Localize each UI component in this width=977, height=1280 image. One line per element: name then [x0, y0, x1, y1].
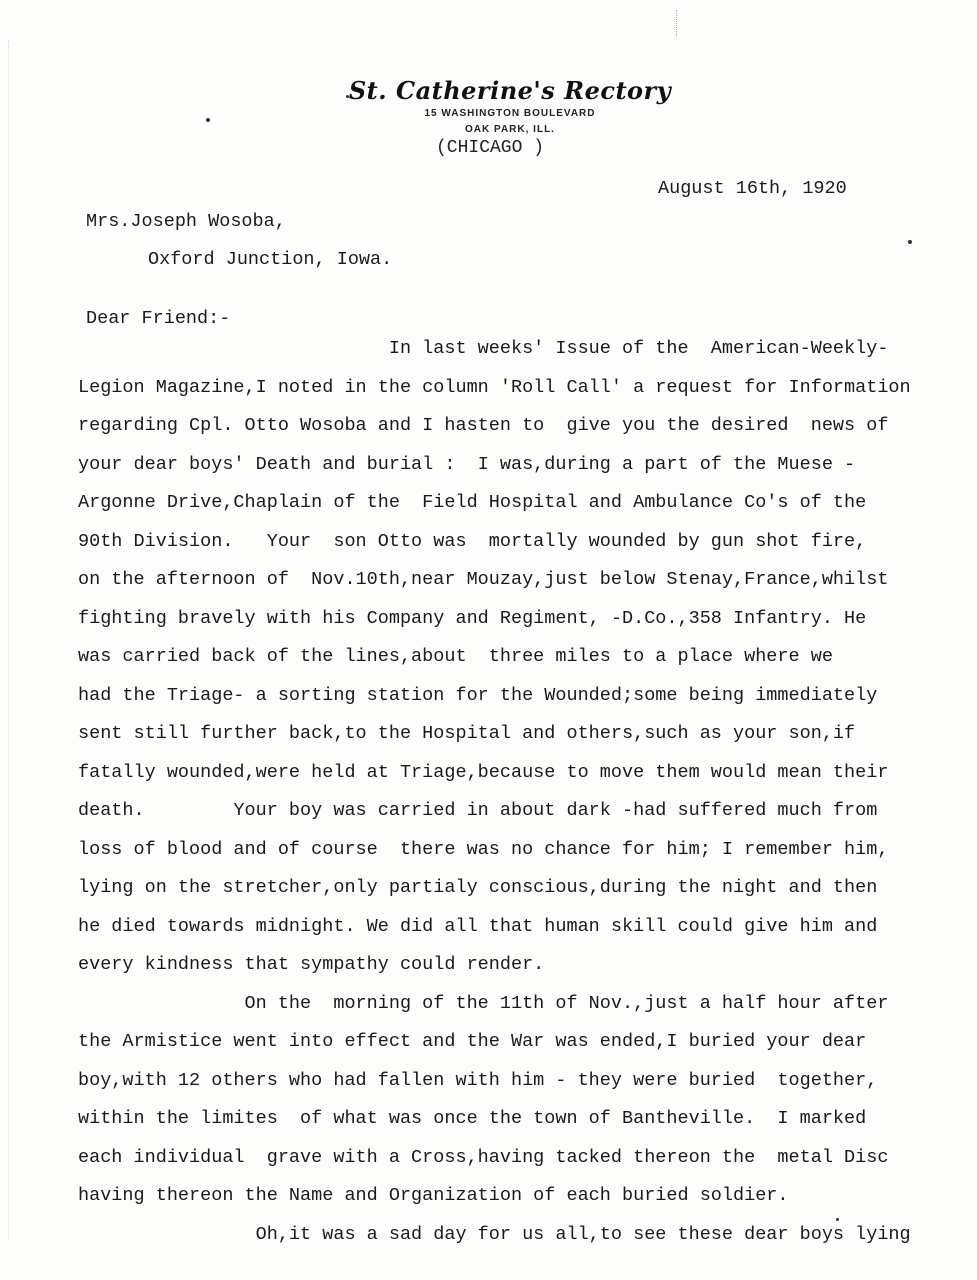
recipient-name: Mrs.Joseph Wosoba, — [86, 211, 286, 232]
body-line: lying on the stretcher,only partialy conscious,during the night and then — [78, 877, 878, 898]
body-line: In last weeks' Issue of the American-Weekly- — [78, 338, 889, 359]
body-line: your dear boys' Death and burial : I was,during a part of the Muese - — [78, 453, 856, 475]
body-line: having thereon the Name and Organization of each buried soldier. — [78, 1185, 789, 1206]
body-line: fatally wounded,were held at Triage,because to move them would mean their — [78, 761, 889, 783]
body-line: death. Your boy was carried in about dark -had suffered much from — [78, 800, 878, 821]
body-line: he died towards midnight. We did all that human skill could give him and — [78, 915, 878, 937]
letterhead-city-note: (CHICAGO ) — [435, 138, 545, 158]
body-line: Legion Magazine,I noted in the column 'Roll Call' a request for Information — [78, 376, 911, 398]
body-line: every kindness that sympathy could render. — [78, 954, 545, 975]
body-line: within the limites of what was once the town of Bantheville. I marked — [78, 1108, 867, 1129]
letter-body — [78, 330, 958, 1254]
letter-date: August 16th, 1920 — [658, 178, 847, 199]
salutation: Dear Friend:- — [86, 308, 231, 329]
body-line: each individual grave with a Cross,having tacked thereon the metal Disc — [78, 1146, 889, 1168]
scan-mark — [676, 10, 677, 36]
letterhead — [300, 76, 720, 158]
scan-edge — [8, 40, 9, 1240]
body-line: fighting bravely with his Company and Regiment, -D.Co.,358 Infantry. He — [78, 607, 867, 629]
recipient-address: Oxford Junction, Iowa. — [148, 249, 393, 270]
letterhead-street: 15 WASHINGTON BOULEVARD — [424, 108, 596, 119]
body-line: Oh,it was a sad day for us all,to see these dear boys lying — [78, 1223, 911, 1245]
letterhead-town: OAK PARK, ILL. — [465, 124, 555, 135]
body-line: boy,with 12 others who had fallen with him - they were buried together, — [78, 1069, 878, 1091]
body-line: on the afternoon of Nov.10th,near Mouzay,just below Stenay,France,whilst — [78, 569, 889, 590]
scan-speck — [346, 95, 349, 98]
body-line: sent still further back,to the Hospital and others,such as your son,if — [78, 723, 856, 744]
letterhead-name: St. Catherine's Rectory — [348, 76, 672, 105]
scan-speck — [836, 1218, 839, 1221]
body-line: 90th Division. Your son Otto was mortally wounded by gun shot fire, — [78, 530, 867, 552]
body-line: the Armistice went into effect and the War was ended,I buried your dear — [78, 1031, 867, 1052]
body-line: On the morning of the 11th of Nov.,just a half hour after — [78, 992, 889, 1014]
body-line: regarding Cpl. Otto Wosoba and I hasten to give you the desired news of — [78, 415, 889, 436]
body-line: had the Triage- a sorting station for the Wounded;some being immediately — [78, 684, 878, 706]
body-line: was carried back of the lines,about three miles to a place where we — [78, 646, 833, 667]
scan-speck — [206, 118, 210, 122]
body-line: loss of blood and of course there was no chance for him; I remember him, — [78, 838, 889, 860]
scan-speck — [908, 240, 912, 244]
body-line: Argonne Drive,Chaplain of the Field Hospital and Ambulance Co's of the — [78, 492, 867, 513]
